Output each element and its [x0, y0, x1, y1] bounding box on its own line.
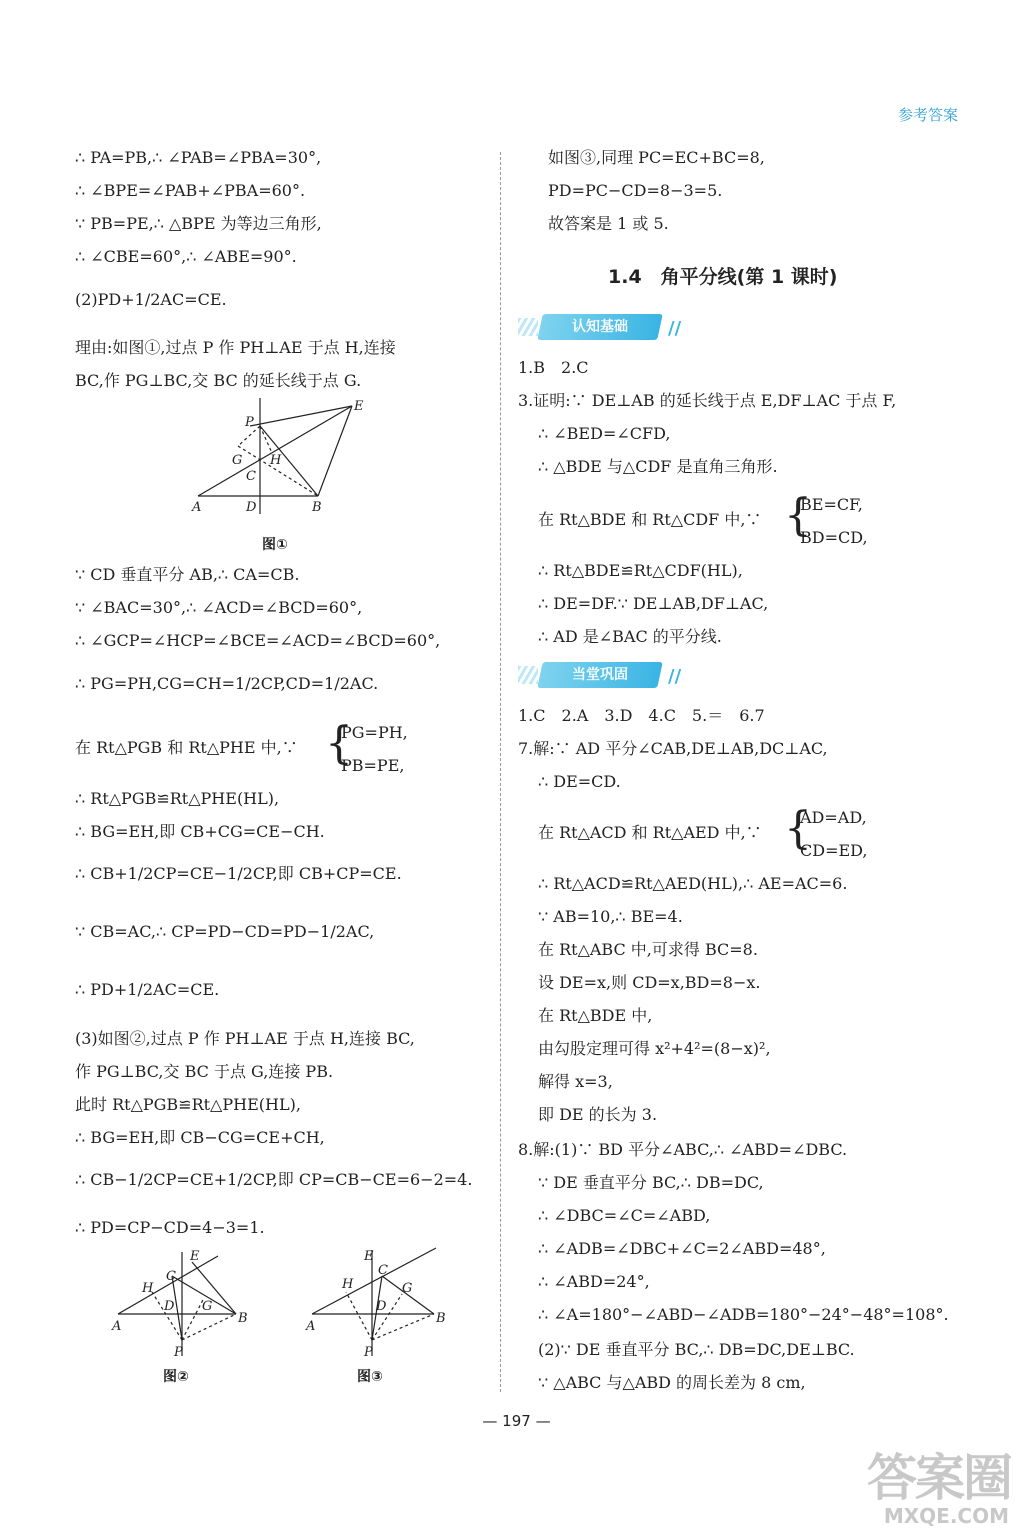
text-line: 作 PG⊥BC,交 BC 于点 G,连接 PB.	[75, 1062, 334, 1081]
text-line: ∵ ∠BAC=30°,∴ ∠ACD=∠BCD=60°,	[75, 598, 363, 617]
text-line: BE=CF,	[800, 495, 863, 514]
text-line: 即 DE 的长为 3.	[538, 1105, 658, 1124]
svg-text:G: G	[402, 1281, 413, 1296]
column-divider	[500, 152, 501, 1392]
text-line: ∴ CB−1/2CP=CE+1/2CP,即 CP=CB−CE=6−2=4.	[75, 1170, 473, 1189]
text-line: 在 Rt△BDE 中,	[538, 1006, 653, 1025]
section-tag-basics: 认知基础 //	[518, 314, 693, 340]
text-line: ∴ PG=PH,CG=CH=1/2CP,CD=1/2AC.	[75, 674, 379, 693]
text-line: 3.证明:∵ DE⊥AB 的延长线于点 E,DF⊥AC 于点 F,	[518, 391, 897, 410]
svg-text:E: E	[364, 1249, 374, 1264]
svg-text:D: D	[164, 1299, 175, 1314]
text-line: BC,作 PG⊥BC,交 BC 的延长线于点 G.	[75, 371, 362, 390]
text-line: (3)如图②,过点 P 作 PH⊥AE 于点 H,连接 BC,	[75, 1029, 415, 1048]
text-line: ∴ Rt△BDE≌Rt△CDF(HL),	[538, 561, 743, 580]
brace: {	[784, 490, 812, 541]
text-line: AD=AD,	[800, 808, 867, 827]
text-line: ∴ ∠ABD=24°,	[538, 1272, 650, 1291]
watermark-line1: 答案圈	[867, 1449, 1011, 1507]
text-line: 在 Rt△ABC 中,可求得 BC=8.	[538, 940, 758, 959]
brace: {	[784, 803, 812, 854]
section-tag-practice: 当堂巩固 //	[518, 662, 693, 688]
svg-text:P: P	[174, 1345, 183, 1360]
text-line: ∵ △ABC 与△ABD 的周长差为 8 cm,	[538, 1373, 806, 1392]
text-line: ∴ △BDE 与△CDF 是直角三角形.	[538, 457, 778, 476]
svg-text:E: E	[354, 399, 364, 414]
text-line: ∵ PB=PE,∴ △BPE 为等边三角形,	[75, 214, 322, 233]
text-line: ∴ ∠CBE=60°,∴ ∠ABE=90°.	[75, 247, 297, 266]
svg-text:E: E	[190, 1249, 200, 1264]
text-line: ∴ ∠GCP=∠HCP=∠BCE=∠ACD=∠BCD=60°,	[75, 631, 441, 650]
text-line: ∴ PD+1/2AC=CE.	[75, 980, 220, 999]
text-line: ∴ Rt△ACD≌Rt△AED(HL),∴ AE=AC=6.	[538, 874, 848, 893]
text-line: 1.C 2.A 3.D 4.C 5.＝ 6.7	[518, 706, 765, 725]
svg-text:B: B	[436, 1311, 446, 1326]
text-line: ∴ ∠ADB=∠DBC+∠C=2∠ABD=48°,	[538, 1239, 826, 1258]
text-line: 此时 Rt△PGB≌Rt△PHE(HL),	[75, 1095, 301, 1114]
svg-text:A: A	[306, 1319, 316, 1334]
text-line: PB=PE,	[341, 756, 405, 775]
figure-2-caption: 图②	[163, 1369, 189, 1385]
text-line: 1.B 2.C	[518, 358, 589, 377]
figure-3-caption: 图③	[357, 1369, 383, 1385]
text-line: ∵ CD 垂直平分 AB,∴ CA=CB.	[75, 565, 300, 584]
text-line: ∴ CB+1/2CP=CE−1/2CP,即 CB+CP=CE.	[75, 864, 402, 883]
svg-text:P: P	[364, 1345, 373, 1360]
text-line: 由勾股定理可得 x²+4²=(8−x)²,	[538, 1039, 771, 1058]
svg-text:C: C	[378, 1263, 388, 1278]
text-line: BD=CD,	[800, 528, 868, 547]
svg-text:A: A	[192, 500, 202, 515]
text-line: 在 Rt△PGB 和 Rt△PHE 中,∵	[75, 738, 298, 757]
svg-text:C: C	[166, 1269, 176, 1284]
watermark-line2: MXQE.COM	[883, 1504, 1009, 1528]
text-line: ∴ BG=EH,即 CB+CG=CE−CH.	[75, 822, 325, 841]
svg-text:G: G	[232, 453, 243, 468]
text-line: ∴ PA=PB,∴ ∠PAB=∠PBA=30°,	[75, 148, 322, 167]
figure-2	[108, 1248, 258, 1360]
svg-text:P: P	[245, 415, 254, 430]
figure-1	[190, 398, 380, 520]
text-line: CD=ED,	[800, 841, 868, 860]
figure-1-caption: 图①	[262, 537, 288, 553]
text-line: ∴ PD=CP−CD=4−3=1.	[75, 1218, 265, 1237]
text-line: ∴ BG=EH,即 CB−CG=CE+CH,	[75, 1128, 325, 1147]
text-line: PG=PH,	[341, 723, 408, 742]
brace: {	[325, 718, 353, 769]
tag-label: 当堂巩固	[572, 667, 628, 683]
text-line: ∴ Rt△PGB≌Rt△PHE(HL),	[75, 789, 280, 808]
svg-text:H: H	[142, 1281, 154, 1296]
svg-text:A: A	[112, 1319, 122, 1334]
section-title: 1.4 角平分线(第 1 课时)	[608, 266, 838, 288]
watermark	[865, 1438, 1015, 1528]
text-line: 理由:如图①,过点 P 作 PH⊥AE 于点 H,连接	[75, 338, 396, 357]
text-line: ∵ AB=10,∴ BE=4.	[538, 907, 683, 926]
text-line: 设 DE=x,则 CD=x,BD=8−x.	[538, 973, 761, 992]
text-line: ∴ AD 是∠BAC 的平分线.	[538, 627, 722, 646]
figure-3	[302, 1244, 452, 1360]
svg-text:H: H	[270, 453, 282, 468]
text-line: ∴ ∠DBC=∠C=∠ABD,	[538, 1206, 711, 1225]
svg-text:D: D	[246, 500, 257, 515]
text-line: (2)PD+1/2AC=CE.	[75, 290, 227, 309]
text-line: 在 Rt△BDE 和 Rt△CDF 中,∵	[538, 510, 762, 529]
svg-text:G: G	[202, 1299, 213, 1314]
text-line: 8.解:(1)∵ BD 平分∠ABC,∴ ∠ABD=∠DBC.	[518, 1140, 848, 1159]
text-line: ∴ ∠BED=∠CFD,	[538, 424, 671, 443]
text-line: 7.解:∵ AD 平分∠CAB,DE⊥AB,DC⊥AC,	[518, 739, 828, 758]
svg-text:H: H	[342, 1277, 354, 1292]
tag-label: 认知基础	[572, 319, 628, 335]
svg-text:C: C	[246, 469, 256, 484]
svg-text:D: D	[376, 1299, 387, 1314]
svg-text:B: B	[312, 500, 322, 515]
svg-text:B: B	[238, 1311, 248, 1326]
text-line: ∵ CB=AC,∴ CP=PD−CD=PD−1/2AC,	[75, 922, 375, 941]
text-line: PD=PC−CD=8−3=5.	[548, 181, 723, 200]
text-line: ∵ DE 垂直平分 BC,∴ DB=DC,	[538, 1173, 764, 1192]
header-label: 参考答案	[897, 106, 958, 124]
text-line: ∴ DE=DF.∵ DE⊥AB,DF⊥AC,	[538, 594, 769, 613]
text-line: (2)∵ DE 垂直平分 BC,∴ DB=DC,DE⊥BC.	[538, 1340, 855, 1359]
page-number: — 197 —	[482, 1412, 551, 1430]
text-line: ∴ ∠A=180°−∠ABD−∠ADB=180°−24°−48°=108°.	[538, 1305, 949, 1324]
text-line: 在 Rt△ACD 和 Rt△AED 中,∵	[538, 823, 762, 842]
text-line: ∴ DE=CD.	[538, 772, 621, 791]
text-line: ∴ ∠BPE=∠PAB+∠PBA=60°.	[75, 181, 306, 200]
text-line: 如图③,同理 PC=EC+BC=8,	[548, 148, 765, 167]
text-line: 故答案是 1 或 5.	[548, 214, 669, 233]
text-line: 解得 x=3,	[538, 1072, 613, 1091]
